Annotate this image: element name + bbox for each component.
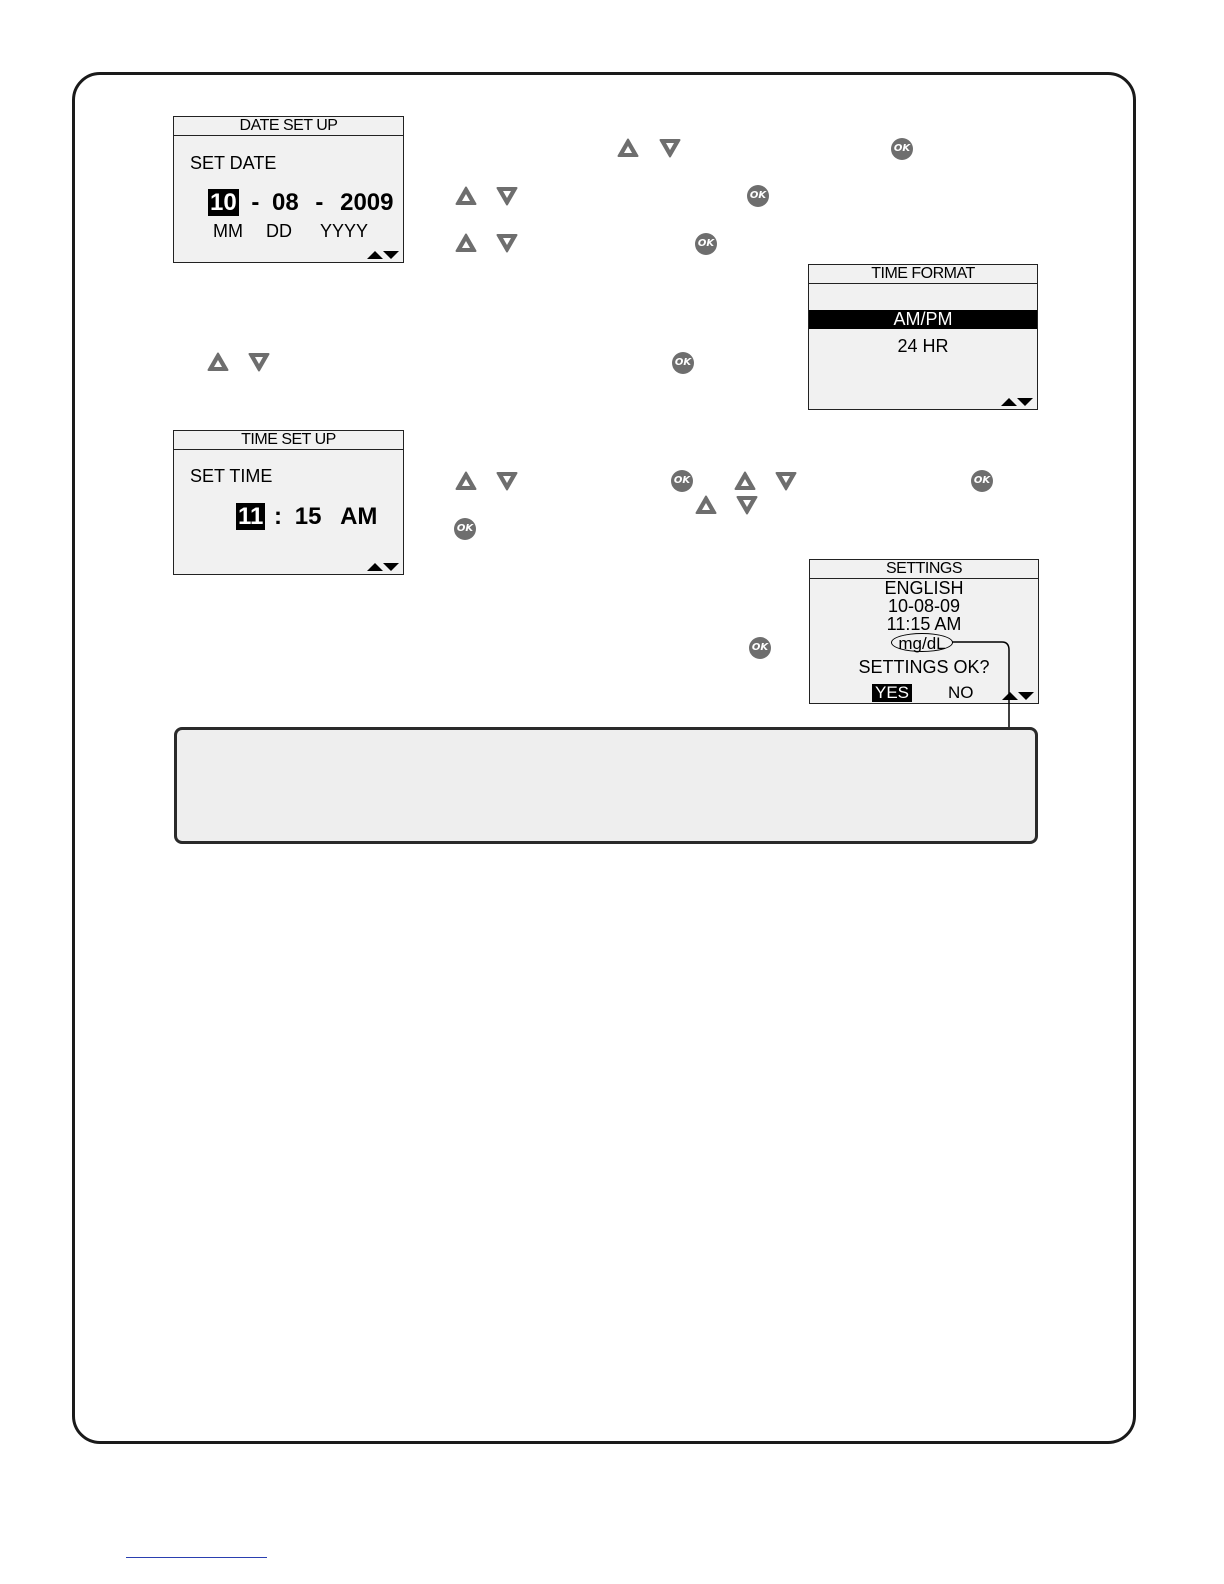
settings-units: mg/dL — [891, 633, 953, 652]
date-value — [208, 189, 393, 217]
ok-button-icon: OK — [672, 352, 694, 374]
date-separator: - — [251, 189, 260, 216]
up-arrow-button-icon — [695, 494, 717, 516]
scroll-arrows-icon — [367, 251, 399, 259]
day-field: 08 — [272, 189, 299, 216]
scroll-arrows-icon — [1001, 398, 1033, 406]
option-am-pm: AM/PM — [809, 310, 1037, 329]
hour-field: 11 — [238, 503, 264, 530]
time-format-screen — [808, 264, 1038, 410]
time-setup-screen — [173, 430, 404, 575]
screen-title: SETTINGS — [810, 560, 1038, 579]
ok-button-icon: OK — [454, 518, 476, 540]
ok-button-icon: OK — [695, 233, 717, 255]
ok-button-icon: OK — [747, 185, 769, 207]
up-arrow-button-icon — [617, 137, 639, 159]
year-field: 2009 — [340, 189, 394, 216]
down-arrow-button-icon — [736, 494, 758, 516]
note-box — [174, 727, 1038, 844]
down-arrow-button-icon — [248, 351, 270, 373]
down-arrow-button-icon — [775, 470, 797, 492]
date-separator: - — [315, 189, 324, 216]
up-arrow-button-icon — [455, 232, 477, 254]
month-field: 10 — [210, 189, 237, 216]
settings-question: SETTINGS OK? — [858, 657, 990, 677]
down-arrow-button-icon — [496, 232, 518, 254]
month-label: MM — [213, 221, 243, 241]
time-value — [236, 503, 377, 531]
up-arrow-button-icon — [455, 470, 477, 492]
ampm-field: AM — [340, 503, 378, 530]
set-time-prompt: SET TIME — [190, 466, 273, 486]
up-arrow-button-icon — [455, 185, 477, 207]
minute-field: 15 — [294, 503, 322, 530]
option-24-hr: 24 HR — [897, 336, 949, 356]
date-setup-screen — [173, 116, 404, 263]
ok-button-icon: OK — [749, 637, 771, 659]
screen-title: TIME FORMAT — [809, 265, 1037, 284]
down-arrow-button-icon — [496, 470, 518, 492]
footer-rule — [126, 1557, 267, 1558]
down-arrow-button-icon — [496, 185, 518, 207]
no-option: NO — [948, 683, 974, 702]
down-arrow-button-icon — [659, 137, 681, 159]
scroll-arrows-icon — [367, 563, 399, 571]
ok-button-icon: OK — [671, 470, 693, 492]
ok-button-icon: OK — [971, 470, 993, 492]
set-date-prompt: SET DATE — [190, 153, 277, 173]
settings-time: 11:15 AM — [886, 614, 962, 634]
day-label: DD — [266, 221, 292, 241]
time-separator: : — [274, 503, 283, 530]
up-arrow-button-icon — [207, 351, 229, 373]
up-arrow-button-icon — [734, 470, 756, 492]
screen-title: DATE SET UP — [174, 117, 403, 136]
screen-title: TIME SET UP — [174, 431, 403, 450]
yes-option: YES — [872, 684, 912, 702]
settings-date: 10-08-09 — [887, 596, 961, 616]
ok-button-icon: OK — [891, 138, 913, 160]
settings-language: ENGLISH — [884, 578, 964, 598]
year-label: YYYY — [320, 221, 369, 241]
